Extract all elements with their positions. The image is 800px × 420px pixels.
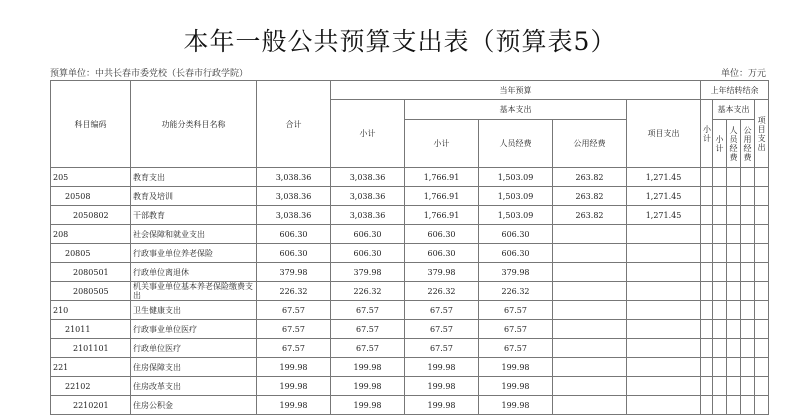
table-row <box>51 244 769 263</box>
cell-carryover-empty <box>755 282 769 301</box>
cell-subtotal: 67.57 <box>331 320 405 339</box>
cell-project <box>627 377 701 396</box>
cell-carryover-empty <box>741 244 755 263</box>
table-row <box>51 358 769 377</box>
cell-carryover-empty <box>755 187 769 206</box>
cell-carryover-empty <box>701 377 713 396</box>
cell-basic-subtotal: 1,766.91 <box>405 206 479 225</box>
cell-name: 行政单位离退休 <box>131 263 257 282</box>
cell-carryover-empty <box>741 377 755 396</box>
cell-subtotal: 606.30 <box>331 244 405 263</box>
cell-code: 2210201 <box>51 396 131 415</box>
header-co-project: 项目支出 <box>755 100 769 168</box>
cell-carryover-empty <box>755 263 769 282</box>
cell-project: 1,271.45 <box>627 187 701 206</box>
cell-carryover-empty <box>741 396 755 415</box>
cell-personnel: 606.30 <box>479 225 553 244</box>
cell-carryover-empty <box>755 244 769 263</box>
cell-name: 行政事业单位医疗 <box>131 320 257 339</box>
cell-subtotal: 67.57 <box>331 301 405 320</box>
cell-carryover-empty <box>755 206 769 225</box>
cell-carryover-empty <box>713 320 727 339</box>
cell-project: 1,271.45 <box>627 168 701 187</box>
cell-carryover-empty <box>741 225 755 244</box>
cell-carryover-empty <box>741 339 755 358</box>
cell-public <box>553 301 627 320</box>
cell-personnel: 199.98 <box>479 396 553 415</box>
cell-carryover-empty <box>701 301 713 320</box>
cell-carryover-empty <box>713 263 727 282</box>
cell-code: 2101101 <box>51 339 131 358</box>
cell-carryover-empty <box>727 377 741 396</box>
header-basic-subtotal: 小计 <box>405 120 479 168</box>
cell-subtotal: 606.30 <box>331 225 405 244</box>
cell-total: 67.57 <box>257 301 331 320</box>
cell-name: 机关事业单位基本养老保险缴费支出 <box>131 282 257 301</box>
cell-carryover-empty <box>741 320 755 339</box>
page-title: 本年一般公共预算支出表（预算表5） <box>183 27 617 56</box>
cell-code: 20805 <box>51 244 131 263</box>
cell-carryover-empty <box>741 358 755 377</box>
cell-public <box>553 225 627 244</box>
cell-carryover-empty <box>701 168 713 187</box>
cell-carryover-empty <box>741 187 755 206</box>
cell-carryover-empty <box>701 263 713 282</box>
cell-carryover-empty <box>713 206 727 225</box>
cell-basic-subtotal: 1,766.91 <box>405 187 479 206</box>
cell-project <box>627 358 701 377</box>
cell-carryover-empty <box>713 396 727 415</box>
cell-carryover-empty <box>713 377 727 396</box>
table-row <box>51 396 769 415</box>
table-row <box>51 320 769 339</box>
cell-subtotal: 379.98 <box>331 263 405 282</box>
cell-carryover-empty <box>727 225 741 244</box>
cell-public: 263.82 <box>553 168 627 187</box>
table-row <box>51 282 769 301</box>
cell-carryover-empty <box>713 187 727 206</box>
cell-code: 221 <box>51 358 131 377</box>
table-row <box>51 339 769 358</box>
table-row <box>51 377 769 396</box>
header-co-personnel: 人员经费 <box>727 120 741 168</box>
cell-subtotal: 3,038.36 <box>331 168 405 187</box>
cell-basic-subtotal: 379.98 <box>405 263 479 282</box>
cell-name: 教育及培训 <box>131 187 257 206</box>
header-basic: 基本支出 <box>405 100 627 120</box>
cell-carryover-empty <box>701 206 713 225</box>
header-co-subtotal: 小计 <box>701 100 713 168</box>
table-row <box>51 225 769 244</box>
cell-public: 263.82 <box>553 206 627 225</box>
cell-personnel: 379.98 <box>479 263 553 282</box>
cell-public <box>553 339 627 358</box>
cell-project <box>627 282 701 301</box>
cell-carryover-empty <box>755 168 769 187</box>
budget-unit-label: 预算单位：中共长春市委党校（长春市行政学院） <box>50 69 249 79</box>
cell-carryover-empty <box>727 320 741 339</box>
cell-project <box>627 244 701 263</box>
cell-carryover-empty <box>741 282 755 301</box>
cell-code: 21011 <box>51 320 131 339</box>
cell-carryover-empty <box>701 358 713 377</box>
cell-name: 住房公积金 <box>131 396 257 415</box>
header-carryover: 上年结转结余 <box>701 81 769 100</box>
cell-carryover-empty <box>713 282 727 301</box>
cell-name: 社会保障和就业支出 <box>131 225 257 244</box>
header-co-basic-subtotal: 小计 <box>713 120 727 168</box>
cell-total: 606.30 <box>257 244 331 263</box>
cell-name: 行政单位医疗 <box>131 339 257 358</box>
cell-carryover-empty <box>727 244 741 263</box>
table-row <box>51 301 769 320</box>
header-personnel: 人员经费 <box>479 120 553 168</box>
cell-basic-subtotal: 199.98 <box>405 377 479 396</box>
cell-public <box>553 396 627 415</box>
cell-total: 67.57 <box>257 339 331 358</box>
cell-carryover-empty <box>701 282 713 301</box>
cell-basic-subtotal: 67.57 <box>405 301 479 320</box>
table-row <box>51 168 769 187</box>
cell-carryover-empty <box>727 301 741 320</box>
cell-total: 199.98 <box>257 377 331 396</box>
cell-project <box>627 320 701 339</box>
cell-public <box>553 244 627 263</box>
header-co-basic: 基本支出 <box>713 100 755 120</box>
cell-code: 2080501 <box>51 263 131 282</box>
cell-subtotal: 199.98 <box>331 396 405 415</box>
cell-personnel: 67.57 <box>479 339 553 358</box>
cell-carryover-empty <box>727 282 741 301</box>
cell-basic-subtotal: 67.57 <box>405 320 479 339</box>
cell-total: 199.98 <box>257 358 331 377</box>
cell-subtotal: 67.57 <box>331 339 405 358</box>
table-row <box>51 263 769 282</box>
cell-code: 2080505 <box>51 282 131 301</box>
cell-carryover-empty <box>755 377 769 396</box>
header-current-year: 当年预算 <box>331 81 701 100</box>
cell-project <box>627 396 701 415</box>
cell-name: 教育支出 <box>131 168 257 187</box>
cell-carryover-empty <box>727 187 741 206</box>
cell-project <box>627 301 701 320</box>
cell-carryover-empty <box>727 168 741 187</box>
cell-subtotal: 226.32 <box>331 282 405 301</box>
cell-public <box>553 282 627 301</box>
cell-carryover-empty <box>701 225 713 244</box>
cell-carryover-empty <box>727 358 741 377</box>
cell-basic-subtotal: 606.30 <box>405 244 479 263</box>
unit-measure-label: 单位：万元 <box>720 69 766 79</box>
table-row <box>51 187 769 206</box>
cell-carryover-empty <box>727 206 741 225</box>
cell-carryover-empty <box>741 206 755 225</box>
cell-basic-subtotal: 67.57 <box>405 339 479 358</box>
cell-code: 20508 <box>51 187 131 206</box>
cell-personnel: 1,503.09 <box>479 206 553 225</box>
cell-carryover-empty <box>701 320 713 339</box>
cell-personnel: 67.57 <box>479 301 553 320</box>
cell-personnel: 199.98 <box>479 377 553 396</box>
cell-name: 卫生健康支出 <box>131 301 257 320</box>
cell-subtotal: 3,038.36 <box>331 206 405 225</box>
cell-project <box>627 225 701 244</box>
cell-personnel: 1,503.09 <box>479 168 553 187</box>
cell-total: 3,038.36 <box>257 206 331 225</box>
cell-carryover-empty <box>727 263 741 282</box>
cell-total: 379.98 <box>257 263 331 282</box>
cell-name: 住房改革支出 <box>131 377 257 396</box>
cell-project: 1,271.45 <box>627 206 701 225</box>
cell-carryover-empty <box>755 396 769 415</box>
cell-public <box>553 263 627 282</box>
cell-public <box>553 358 627 377</box>
cell-carryover-empty <box>713 168 727 187</box>
cell-personnel: 226.32 <box>479 282 553 301</box>
cell-project <box>627 339 701 358</box>
cell-personnel: 606.30 <box>479 244 553 263</box>
header-code: 科目编码 <box>51 81 131 168</box>
cell-carryover-empty <box>727 339 741 358</box>
cell-carryover-empty <box>713 301 727 320</box>
table-header <box>51 81 769 168</box>
cell-total: 606.30 <box>257 225 331 244</box>
cell-personnel: 1,503.09 <box>479 187 553 206</box>
cell-carryover-empty <box>713 358 727 377</box>
cell-carryover-empty <box>713 225 727 244</box>
cell-basic-subtotal: 199.98 <box>405 396 479 415</box>
cell-carryover-empty <box>713 339 727 358</box>
header-co-public: 公用经费 <box>741 120 755 168</box>
budget-table <box>50 80 769 415</box>
cell-carryover-empty <box>755 225 769 244</box>
header-public: 公用经费 <box>553 120 627 168</box>
cell-total: 226.32 <box>257 282 331 301</box>
table-row <box>51 206 769 225</box>
cell-personnel: 199.98 <box>479 358 553 377</box>
cell-basic-subtotal: 606.30 <box>405 225 479 244</box>
cell-carryover-empty <box>701 244 713 263</box>
cell-carryover-empty <box>755 301 769 320</box>
cell-total: 199.98 <box>257 396 331 415</box>
cell-carryover-empty <box>755 358 769 377</box>
cell-name: 行政事业单位养老保险 <box>131 244 257 263</box>
cell-basic-subtotal: 226.32 <box>405 282 479 301</box>
header-project: 项目支出 <box>627 100 701 168</box>
header-subtotal: 小计 <box>331 100 405 168</box>
cell-code: 205 <box>51 168 131 187</box>
cell-subtotal: 3,038.36 <box>331 187 405 206</box>
cell-carryover-empty <box>701 187 713 206</box>
cell-code: 208 <box>51 225 131 244</box>
cell-subtotal: 199.98 <box>331 358 405 377</box>
cell-carryover-empty <box>741 168 755 187</box>
cell-basic-subtotal: 1,766.91 <box>405 168 479 187</box>
cell-carryover-empty <box>741 263 755 282</box>
cell-public <box>553 377 627 396</box>
cell-total: 3,038.36 <box>257 168 331 187</box>
header-name: 功能分类科目名称 <box>131 81 257 168</box>
cell-carryover-empty <box>755 339 769 358</box>
cell-public <box>553 320 627 339</box>
cell-carryover-empty <box>727 396 741 415</box>
cell-personnel: 67.57 <box>479 320 553 339</box>
table-body <box>51 168 769 415</box>
cell-code: 210 <box>51 301 131 320</box>
cell-carryover-empty <box>713 244 727 263</box>
cell-project <box>627 263 701 282</box>
header-total: 合计 <box>257 81 331 168</box>
cell-carryover-empty <box>701 339 713 358</box>
cell-name: 干部教育 <box>131 206 257 225</box>
cell-total: 67.57 <box>257 320 331 339</box>
cell-carryover-empty <box>755 320 769 339</box>
cell-carryover-empty <box>741 301 755 320</box>
cell-public: 263.82 <box>553 187 627 206</box>
cell-name: 住房保障支出 <box>131 358 257 377</box>
cell-subtotal: 199.98 <box>331 377 405 396</box>
cell-code: 2050802 <box>51 206 131 225</box>
cell-code: 22102 <box>51 377 131 396</box>
cell-carryover-empty <box>701 396 713 415</box>
cell-basic-subtotal: 199.98 <box>405 358 479 377</box>
cell-total: 3,038.36 <box>257 187 331 206</box>
